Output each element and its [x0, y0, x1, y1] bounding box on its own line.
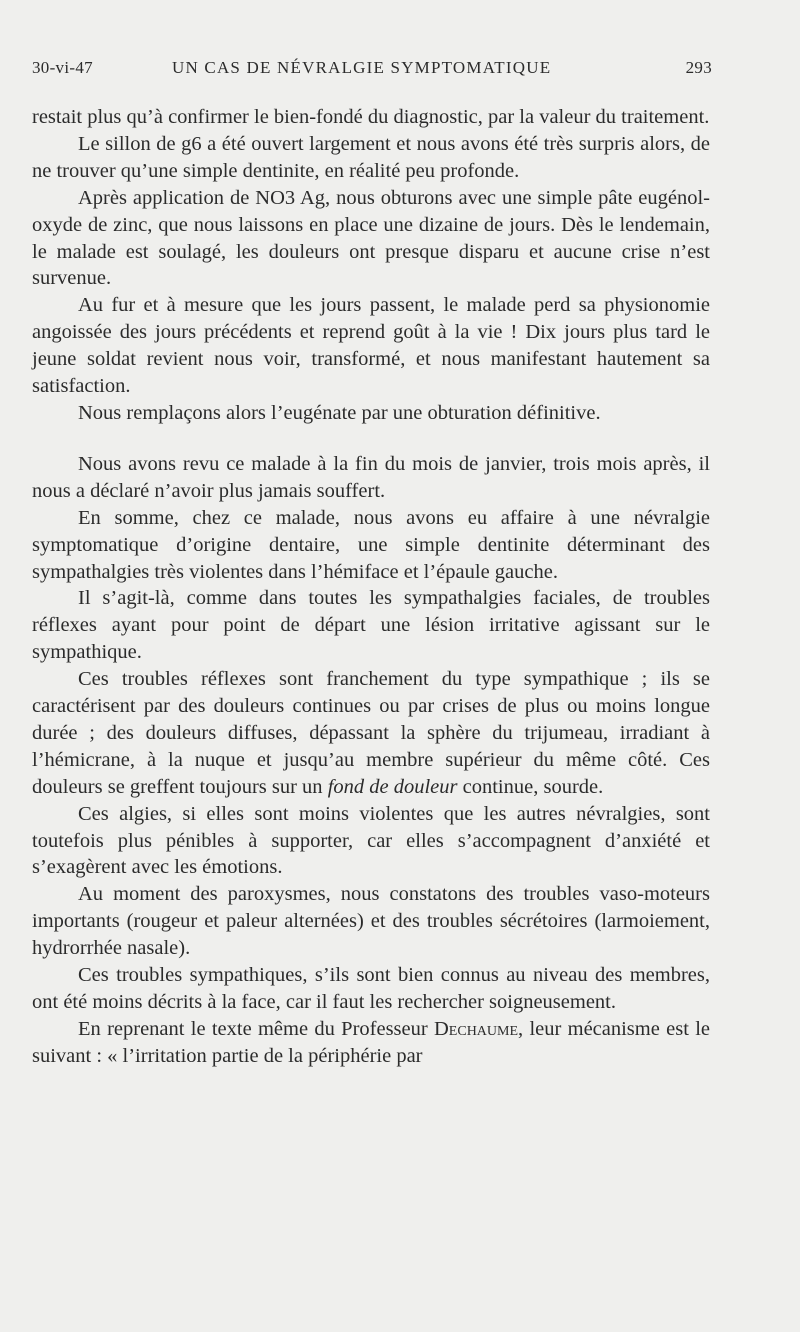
- paragraph-9-tail: continue, sourde.: [457, 775, 604, 798]
- paragraph-10: Ces algies, si elles sont moins violentes que les autres névralgies, sont toutefois plus pénibles à supporter, car elles s’accompagnent d’anxiété et s’exagèrent avec les émotions.: [32, 802, 710, 879]
- page-number: 293: [685, 58, 712, 77]
- paragraph-7: En somme, chez ce malade, nous avons eu affaire à une névralgie symptomatique d’origine dentaire, une simple dentinite déterminant des sympathalgies très violentes dans l’hémiface et l’épaule gauche.: [32, 506, 710, 583]
- paragraph-8: Il s’agit-là, comme dans toutes les sympathalgies faciales, de troubles réflexes ayant pour point de départ une lésion irritative agissant sur le sympathique.: [32, 587, 710, 664]
- header-title: UN CAS DE NÉVRALGIE SYMPTOMATIQUE: [172, 58, 552, 77]
- paragraph-1: restait plus qu’à confirmer le bien-fondé du diagnostic, par la valeur du traitement.: [32, 106, 710, 128]
- italic-phrase: fond de douleur: [327, 775, 458, 798]
- paragraph-4: Au fur et à mesure que les jours passent, le malade perd sa physionomie angoissée des jours précédents et reprend goût à la vie ! Dix jours plus tard le jeune soldat revient nous voir, transformé, et nous manifestant hautement sa satisfaction.: [32, 294, 710, 398]
- paragraph-9-text: Ces troubles réflexes sont franchement du type sympathique ; ils se caractérisent par des douleurs continues ou par crises de plus ou moins longue durée ; des douleurs diffuses, dépassant la sphère du trijumeau, irradiant à l’hémicrane, à la nuque et jusqu’au membre supérieur du même côté. Ces douleurs se greffent toujours sur un: [32, 668, 710, 798]
- paragraph-3: Après application de NO3 Ag, nous obturons avec une simple pâte eugénol-oxyde de zinc, que nous laissons en place une dizaine de jours. Dès le lendemain, le malade est soulagé, les douleurs ont presque disparu et aucune crise n’est survenue.: [32, 186, 710, 290]
- paragraph-12: Ces troubles sympathiques, s’ils sont bien connus au niveau des membres, ont été moins décrits à la face, car il faut les rechercher soigneusement.: [32, 964, 710, 1013]
- paragraph-6: Nous avons revu ce malade à la fin du mois de janvier, trois mois après, il nous a déclaré n’avoir plus jamais souffert.: [32, 452, 710, 502]
- header-date: 30-vi-47: [32, 58, 93, 77]
- author-name: Dechaume: [434, 1017, 519, 1040]
- running-header: [32, 58, 712, 84]
- body-text: [32, 104, 710, 1070]
- paragraph-13-text: En reprenant le texte même du Professeur: [78, 1017, 428, 1040]
- paragraph-9: [32, 666, 710, 801]
- paragraph-5: Nous remplaçons alors l’eugénate par une obturation définitive.: [78, 401, 601, 424]
- paragraph-13-tail: , leur mécanisme est le suivant : « l’irritation partie de la périphérie par: [32, 1017, 710, 1067]
- paragraph-2: Le sillon de g6 a été ouvert largement et nous avons été très surpris alors, de ne trouver qu’une simple dentinite, en réalité peu profonde.: [32, 132, 710, 182]
- paragraph-11: Au moment des paroxysmes, nous constatons des troubles vaso-moteurs importants (rougeur et paleur alternées) et des troubles sécrétoires (larmoiement, hydrorrhée nasale).: [32, 883, 710, 960]
- paragraph-13: [32, 1016, 710, 1070]
